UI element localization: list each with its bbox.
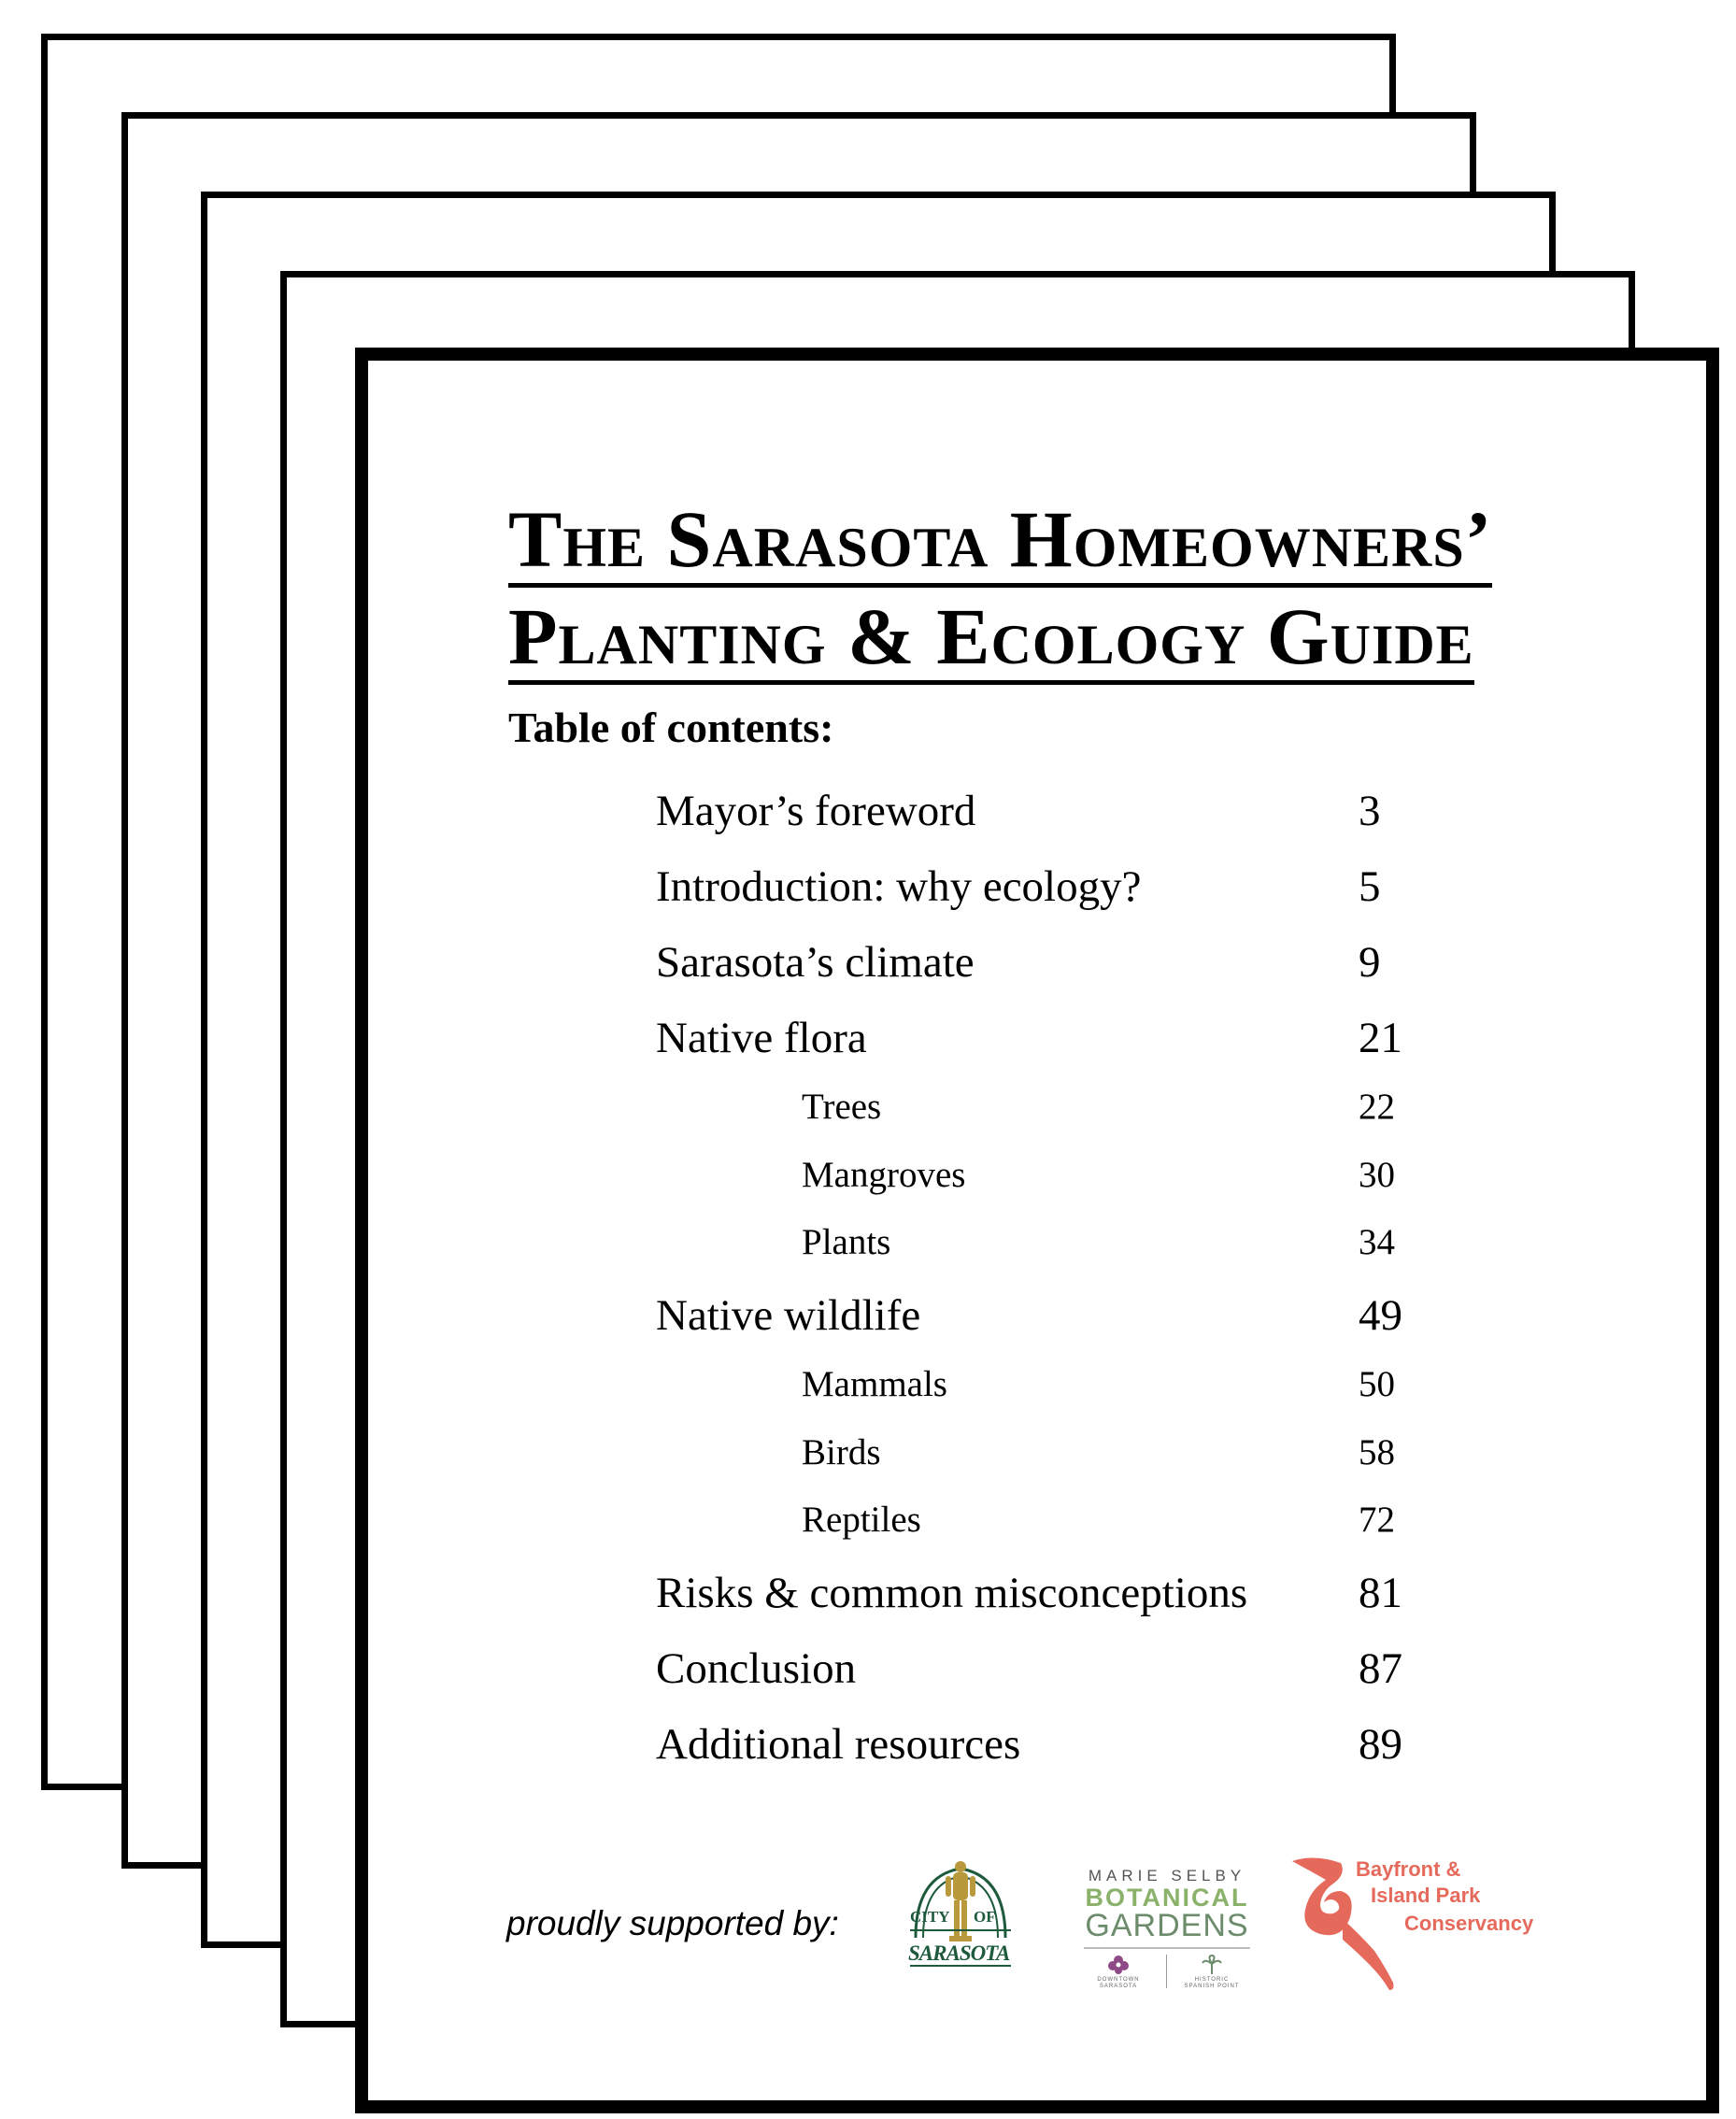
toc-entry	[368, 861, 1396, 917]
toc-subentry	[368, 1154, 1396, 1210]
selby-logo-bottom: GARDENS	[1085, 1908, 1249, 1943]
toc-subentry-page: 22	[1359, 1087, 1395, 1127]
toc-heading: Table of contents:	[508, 704, 834, 751]
toc-entry	[368, 1643, 1402, 1699]
toc-entry-page: 89	[1359, 1720, 1402, 1769]
toc-entry-page: 49	[1359, 1291, 1402, 1340]
selby-logo-right-line-2: SPANISH POINT	[1184, 1984, 1240, 1989]
selby-logo-left-line-2: SARASOTA	[1099, 1984, 1138, 1989]
toc-subentry-page: 34	[1359, 1222, 1395, 1262]
toc-subentry	[368, 1431, 1396, 1487]
supported-by-label: proudly supported by:	[506, 1904, 839, 1942]
toc-entry-label: Risks & common misconceptions	[656, 1569, 1248, 1617]
selby-gardens-logo	[1078, 1867, 1256, 1988]
toc-entry-page: 9	[1359, 938, 1381, 987]
toc-subentry-label: Mangroves	[802, 1155, 966, 1195]
toc-entry	[368, 1290, 1402, 1346]
city-of-sarasota-logo	[908, 1856, 1013, 1986]
toc-entry-label: Native wildlife	[656, 1291, 921, 1340]
guide-title-line-1: The Sarasota Homeowners’	[508, 499, 1492, 588]
city-logo-city-text: CITY	[910, 1908, 950, 1926]
toc-entry	[368, 1568, 1402, 1624]
toc-entry	[368, 937, 1396, 993]
toc-subentry-label: Birds	[802, 1432, 881, 1472]
city-logo-of-text: OF	[974, 1908, 996, 1926]
toc-subentry-page: 58	[1359, 1432, 1395, 1472]
toc-subentry-page: 30	[1359, 1155, 1395, 1195]
selby-logo-right-line-1: HISTORIC	[1194, 1977, 1230, 1983]
front-page	[355, 348, 1719, 2113]
toc-entry-page: 81	[1359, 1569, 1402, 1617]
toc-entry	[368, 1013, 1402, 1069]
selby-logo-top: MARIE SELBY	[1088, 1867, 1246, 1884]
toc-subentry-label: Trees	[802, 1087, 882, 1127]
bayfront-logo-line-2: Island Park	[1371, 1884, 1481, 1907]
toc-entry-page: 21	[1359, 1014, 1402, 1062]
bayfront-conservancy-logo	[1288, 1854, 1550, 1994]
bayfront-logo-line-1: Bayfront &	[1356, 1857, 1461, 1881]
guide-title-line-2: Planting & Ecology Guide	[508, 596, 1474, 685]
toc-subentry-label: Plants	[802, 1222, 891, 1262]
toc-subentry-page: 72	[1359, 1500, 1395, 1540]
bayfront-logo-line-3: Conservancy	[1404, 1912, 1534, 1935]
toc-entry	[368, 786, 1396, 842]
toc-entry	[368, 1719, 1402, 1775]
toc-subentry	[368, 1221, 1396, 1277]
toc-subentry	[368, 1086, 1396, 1142]
toc-entry-page: 3	[1359, 787, 1381, 835]
toc-subentry	[368, 1363, 1396, 1419]
toc-entry-label: Introduction: why ecology?	[656, 862, 1142, 911]
toc-entry-page: 87	[1359, 1644, 1402, 1693]
selby-logo-left-line-1: DOWNTOWN	[1097, 1977, 1140, 1983]
selby-logo-rule	[1084, 1947, 1250, 1949]
toc-subentry	[368, 1499, 1396, 1555]
toc-subentry-page: 50	[1359, 1364, 1395, 1404]
toc-entry-label: Mayor’s foreword	[656, 787, 976, 835]
toc-entry-label: Native flora	[656, 1014, 867, 1062]
selby-logo-divider	[1166, 1955, 1167, 1988]
toc-subentry-label: Reptiles	[802, 1500, 921, 1540]
toc-entry-label: Sarasota’s climate	[656, 938, 975, 987]
orchid-icon	[1108, 1955, 1129, 1975]
toc-entry-label: Additional resources	[656, 1720, 1021, 1769]
toc-subentry-label: Mammals	[802, 1364, 947, 1404]
palm-tree-icon	[1202, 1955, 1222, 1975]
city-logo-name-text: SARASOTA	[908, 1941, 1010, 1965]
toc-entry-label: Conclusion	[656, 1644, 857, 1693]
toc-entry-page: 5	[1359, 862, 1381, 911]
selby-logo-middle: BOTANICAL	[1085, 1884, 1249, 1912]
